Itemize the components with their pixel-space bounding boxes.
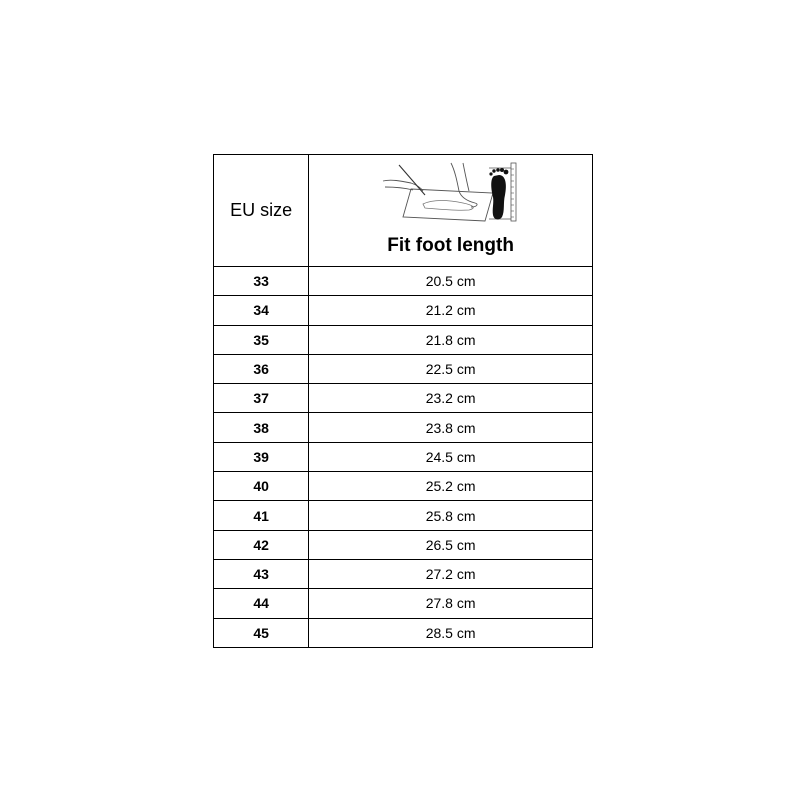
eu-size-cell: 43 — [214, 559, 309, 588]
fit-foot-length-title: Fit foot length — [387, 235, 514, 256]
foot-length-cell: 25.2 cm — [309, 472, 593, 501]
eu-size-cell: 33 — [214, 267, 309, 296]
eu-size-cell: 35 — [214, 325, 309, 354]
eu-size-cell: 41 — [214, 501, 309, 530]
table-row — [214, 413, 593, 442]
foot-length-cell: 22.5 cm — [309, 354, 593, 383]
eu-size-header: EU size — [214, 155, 309, 267]
foot-length-cell: 26.5 cm — [309, 530, 593, 559]
table-row — [214, 384, 593, 413]
table-row — [214, 296, 593, 325]
eu-size-cell: 37 — [214, 384, 309, 413]
eu-size-cell: 36 — [214, 354, 309, 383]
eu-size-cell: 42 — [214, 530, 309, 559]
table-row — [214, 442, 593, 471]
table-row — [214, 501, 593, 530]
table-row — [214, 325, 593, 354]
foot-measuring-illustration-icon — [381, 159, 521, 225]
foot-length-cell: 23.8 cm — [309, 413, 593, 442]
foot-length-cell: 25.8 cm — [309, 501, 593, 530]
table-row — [214, 267, 593, 296]
table-row — [214, 530, 593, 559]
foot-length-cell: 28.5 cm — [309, 618, 593, 647]
table-row — [214, 589, 593, 618]
foot-length-cell: 24.5 cm — [309, 442, 593, 471]
table-row — [214, 618, 593, 647]
foot-length-cell: 20.5 cm — [309, 267, 593, 296]
table-row — [214, 354, 593, 383]
foot-length-header — [309, 155, 593, 267]
eu-size-cell: 39 — [214, 442, 309, 471]
foot-length-cell: 23.2 cm — [309, 384, 593, 413]
foot-length-cell: 21.2 cm — [309, 296, 593, 325]
eu-size-cell: 34 — [214, 296, 309, 325]
eu-size-cell: 40 — [214, 472, 309, 501]
table-row — [214, 559, 593, 588]
header-row — [214, 155, 593, 267]
eu-size-cell: 38 — [214, 413, 309, 442]
table-row — [214, 472, 593, 501]
foot-length-cell: 27.2 cm — [309, 559, 593, 588]
foot-length-cell: 21.8 cm — [309, 325, 593, 354]
eu-size-cell: 44 — [214, 589, 309, 618]
size-chart-table — [213, 154, 593, 648]
foot-length-cell: 27.8 cm — [309, 589, 593, 618]
eu-size-cell: 45 — [214, 618, 309, 647]
